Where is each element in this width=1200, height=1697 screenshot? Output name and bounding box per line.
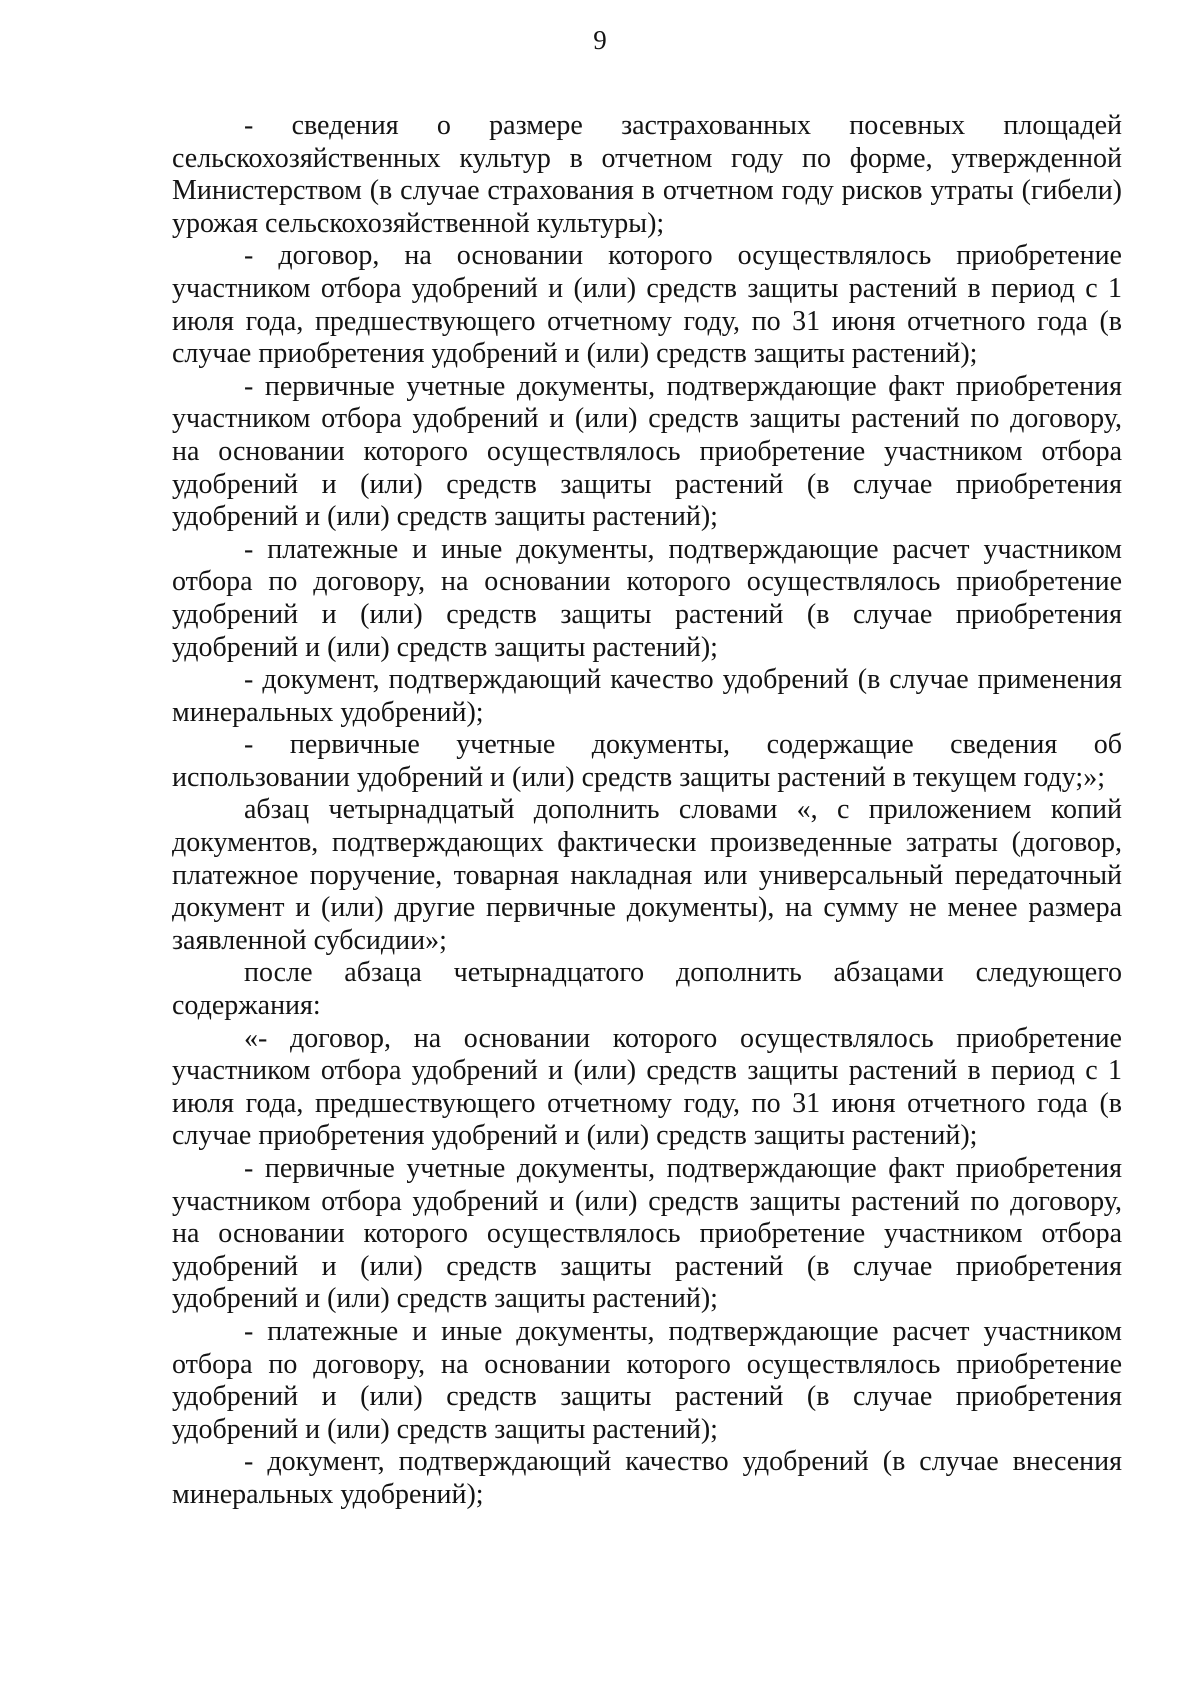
document-body [172, 110, 1122, 1512]
page-number: 9 [593, 25, 607, 55]
paragraph-after-fourteen: после абзаца четырнадцатого дополнить абзацами следующего содержания: [172, 957, 1122, 1022]
paragraph-amendment-fourteen: абзац четырнадцатый дополнить словами «, с приложением копий документов, подтверждающих фактически произведенные затраты (договор, платежное поручение, товарная накладная или универсальный передаточный документ и (или) другие первичные документы), на сумму не менее размера заявленной субсидии»; [172, 794, 1122, 956]
paragraph-new-purchase-contract: «- договор, на основании которого осуществлялось приобретение участником отбора удобрений и (или) средств защиты растений в период с 1 июля года, предшествующего отчетному году, по 31 июня отчетного года (в случае приобретения удобрений и (или) средств защиты растений); [172, 1022, 1122, 1152]
paragraph-payment-docs: - платежные и иные документы, подтверждающие расчет участником отбора по договору, на основании которого осуществлялось приобретение удобрений и (или) средств защиты растений (в случае приобретения удобрений и (или) средств защиты растений); [172, 533, 1122, 663]
paragraph-new-payment-docs: - платежные и иные документы, подтверждающие расчет участником отбора по договору, на основании которого осуществлялось приобретение удобрений и (или) средств защиты растений (в случае приобретения удобрений и (или) средств защиты растений); [172, 1315, 1122, 1445]
paragraph-new-primary-purchase-docs: - первичные учетные документы, подтверждающие факт приобретения участником отбора удобрений и (или) средств защиты растений по договору, на основании которого осуществлялось приобретение участником отбора удобрений и (или) средств защиты растений (в случае приобретения удобрений и (или) средств защиты растений); [172, 1153, 1122, 1315]
paragraph-purchase-contract: - договор, на основании которого осуществлялось приобретение участником отбора удобрений и (или) средств защиты растений в период с 1 июля года, предшествующего отчетному году, по 31 июня отчетного года (в случае приобретения удобрений и (или) средств защиты растений); [172, 240, 1122, 370]
paragraph-insurance-info: - сведения о размере застрахованных посевных площадей сельскохозяйственных культур в отчетном году по форме, утвержденной Министерством (в случае страхования в отчетном году рисков утраты (гибели) урожая сельскохозяйственной культуры); [172, 110, 1122, 239]
paragraph-new-quality-document: - документ, подтверждающий качество удобрений (в случае внесения минеральных удобрений); [172, 1446, 1122, 1510]
paragraph-usage-docs: - первичные учетные документы, содержащие сведения об использовании удобрений и (или) средств защиты растений в текущем году;»; [172, 729, 1122, 793]
paragraph-quality-document: - документ, подтверждающий качество удобрений (в случае применения минеральных удобрений); [172, 664, 1122, 728]
paragraph-primary-purchase-docs: - первичные учетные документы, подтверждающие факт приобретения участником отбора удобрений и (или) средств защиты растений по договору, на основании которого осуществлялось приобретение участником отбора удобрений и (или) средств защиты растений (в случае приобретения удобрений и (или) средств защиты растений); [172, 370, 1122, 533]
